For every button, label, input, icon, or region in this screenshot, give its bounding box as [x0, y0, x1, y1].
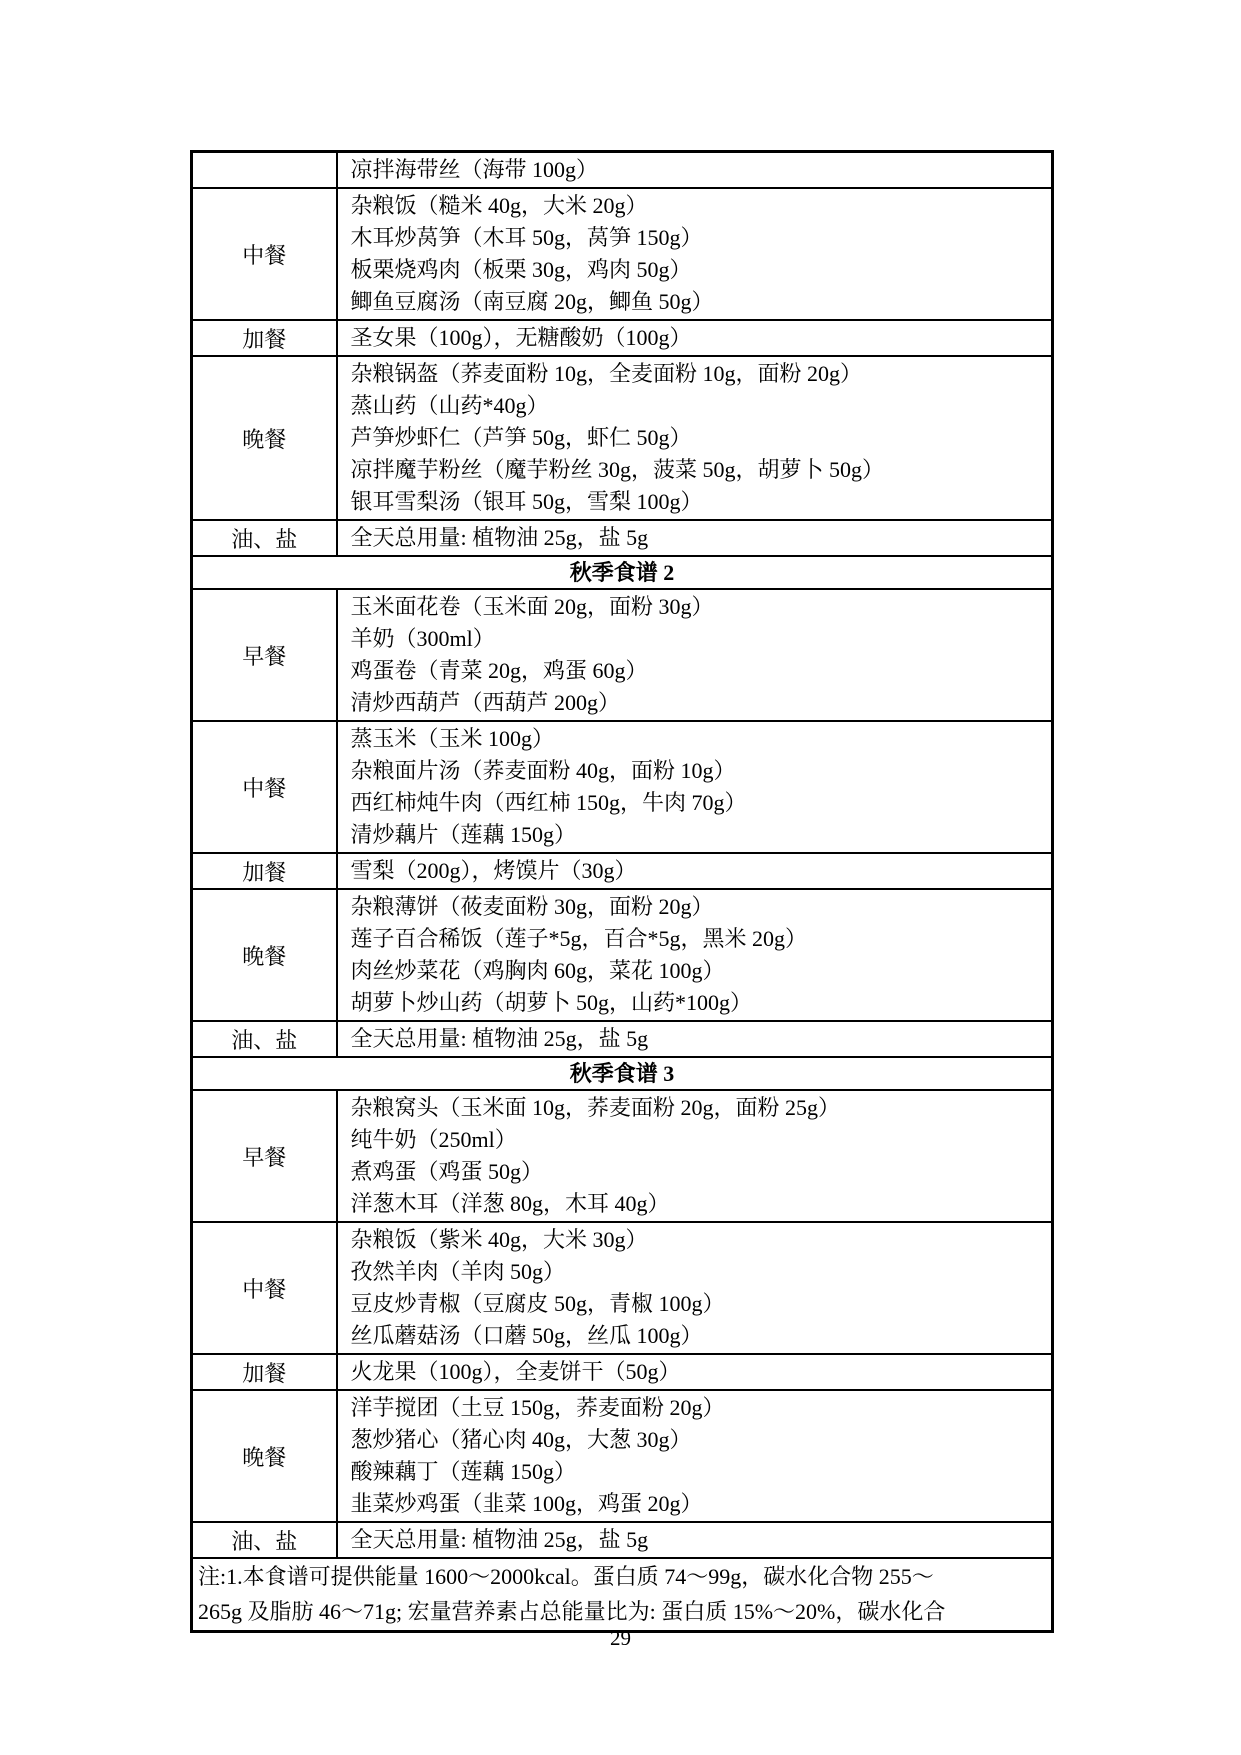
table-row — [192, 721, 1053, 853]
dish-line: 杂粮薄饼（莜麦面粉 30g，面粉 20g） — [350, 894, 714, 919]
dish-line: 杂粮饭（紫米 40g，大米 30g） — [350, 1227, 648, 1252]
section-header-title: 秋季食谱 2 — [192, 556, 1053, 589]
meal-dishes-cell — [337, 356, 1053, 520]
dish-line: 肉丝炒菜花（鸡胸肉 60g，菜花 100g） — [350, 958, 725, 983]
note-line: 注:1.本食谱可提供能量 1600～2000kcal。蛋白质 74～99g，碳水化合物 255～ — [198, 1564, 934, 1589]
meal-dishes-cell — [337, 320, 1053, 356]
note-line: 265g 及脂肪 46～71g; 宏量营养素占总能量比为: 蛋白质 15%～20%，碳水化合 — [198, 1599, 946, 1624]
meal-dishes-cell — [337, 1222, 1053, 1354]
section-header-row — [192, 1057, 1053, 1090]
dish-line: 杂粮饭（糙米 40g，大米 20g） — [350, 193, 648, 218]
dish-line: 火龙果（100g），全麦饼干（50g） — [350, 1359, 681, 1384]
dish-line: 蒸玉米（玉米 100g） — [350, 726, 555, 751]
meal-dishes-cell — [337, 1090, 1053, 1222]
dish-line: 胡萝卜炒山药（胡萝卜 50g，山药*100g） — [350, 990, 753, 1015]
dish-line: 酸辣藕丁（莲藕 150g） — [350, 1459, 577, 1484]
table-row — [192, 188, 1053, 320]
dish-line: 鸡蛋卷（青菜 20g，鸡蛋 60g） — [350, 658, 648, 683]
meal-label: 加餐 — [192, 853, 337, 889]
meal-plan-table — [190, 150, 1054, 1633]
table-row — [192, 1522, 1053, 1558]
dish-line: 洋葱木耳（洋葱 80g，木耳 40g） — [350, 1191, 670, 1216]
table-row — [192, 1090, 1053, 1222]
dish-line: 芦笋炒虾仁（芦笋 50g，虾仁 50g） — [350, 425, 692, 450]
meal-label: 加餐 — [192, 1354, 337, 1390]
table-row — [192, 1021, 1053, 1057]
dish-line: 孜然羊肉（羊肉 50g） — [350, 1259, 566, 1284]
meal-dishes-cell — [337, 721, 1053, 853]
meal-dishes-cell — [337, 889, 1053, 1021]
dish-line: 凉拌海带丝（海带 100g） — [350, 157, 599, 182]
section-header-row — [192, 556, 1053, 589]
dish-line: 全天总用量: 植物油 25g，盐 5g — [350, 525, 649, 550]
table-row — [192, 589, 1053, 721]
meal-dishes-cell — [337, 188, 1053, 320]
table-row — [192, 1390, 1053, 1522]
meal-dishes-cell — [337, 520, 1053, 556]
note-row — [192, 1558, 1053, 1632]
table-row — [192, 356, 1053, 520]
table-row — [192, 520, 1053, 556]
dish-line: 板栗烧鸡肉（板栗 30g，鸡肉 50g） — [350, 257, 692, 282]
meal-label: 中餐 — [192, 188, 337, 320]
dish-line: 凉拌魔芋粉丝（魔芋粉丝 30g，菠菜 50g，胡萝卜 50g） — [350, 457, 885, 482]
meal-label: 早餐 — [192, 589, 337, 721]
dish-line: 韭菜炒鸡蛋（韭菜 100g，鸡蛋 20g） — [350, 1491, 703, 1516]
dish-line: 鲫鱼豆腐汤（南豆腐 20g，鲫鱼 50g） — [350, 289, 714, 314]
meal-label: 中餐 — [192, 1222, 337, 1354]
meal-label: 晚餐 — [192, 356, 337, 520]
dish-line: 煮鸡蛋（鸡蛋 50g） — [350, 1159, 544, 1184]
meal-dishes-cell — [337, 1522, 1053, 1558]
meal-label: 晚餐 — [192, 889, 337, 1021]
meal-label: 加餐 — [192, 320, 337, 356]
dish-line: 杂粮窝头（玉米面 10g，荞麦面粉 20g，面粉 25g） — [350, 1095, 841, 1120]
dish-line: 玉米面花卷（玉米面 20g，面粉 30g） — [350, 594, 714, 619]
dish-line: 羊奶（300ml） — [350, 626, 495, 651]
dish-line: 雪梨（200g），烤馍片（30g） — [350, 858, 637, 883]
meal-label: 油、盐 — [192, 1522, 337, 1558]
table-row — [192, 152, 1053, 189]
dish-line: 莲子百合稀饭（莲子*5g，百合*5g，黑米 20g） — [350, 926, 808, 951]
dish-line: 木耳炒莴笋（木耳 50g，莴笋 150g） — [350, 225, 703, 250]
section-header-title: 秋季食谱 3 — [192, 1057, 1053, 1090]
dish-line: 丝瓜蘑菇汤（口蘑 50g，丝瓜 100g） — [350, 1323, 703, 1348]
dish-line: 杂粮面片汤（荞麦面粉 40g，面粉 10g） — [350, 758, 736, 783]
dish-line: 豆皮炒青椒（豆腐皮 50g，青椒 100g） — [350, 1291, 725, 1316]
dish-line: 银耳雪梨汤（银耳 50g，雪梨 100g） — [350, 489, 703, 514]
dish-line: 西红柿炖牛肉（西红柿 150g，牛肉 70g） — [350, 790, 747, 815]
dish-line: 清炒西葫芦（西葫芦 200g） — [350, 690, 621, 715]
meal-label: 早餐 — [192, 1090, 337, 1222]
dish-line: 全天总用量: 植物油 25g，盐 5g — [350, 1527, 649, 1552]
meal-dishes-cell — [337, 1354, 1053, 1390]
meal-label: 中餐 — [192, 721, 337, 853]
dish-line: 全天总用量: 植物油 25g，盐 5g — [350, 1026, 649, 1051]
meal-dishes-cell — [337, 152, 1053, 189]
dish-line: 蒸山药（山药*40g） — [350, 393, 549, 418]
meal-label: 晚餐 — [192, 1390, 337, 1522]
meal-dishes-cell — [337, 589, 1053, 721]
page-number: 29 — [610, 1626, 631, 1650]
table-row — [192, 853, 1053, 889]
dish-line: 洋芋搅团（土豆 150g，荞麦面粉 20g） — [350, 1395, 725, 1420]
dish-line: 圣女果（100g），无糖酸奶（100g） — [350, 325, 692, 350]
meal-dishes-cell — [337, 1021, 1053, 1057]
meal-label — [192, 152, 337, 189]
dish-line: 葱炒猪心（猪心肉 40g，大葱 30g） — [350, 1427, 692, 1452]
dish-line: 纯牛奶（250ml） — [350, 1127, 517, 1152]
table-row — [192, 320, 1053, 356]
table-row — [192, 1222, 1053, 1354]
table-row — [192, 889, 1053, 1021]
dish-line: 清炒藕片（莲藕 150g） — [350, 822, 577, 847]
dish-line: 杂粮锅盔（荞麦面粉 10g，全麦面粉 10g，面粉 20g） — [350, 361, 863, 386]
meal-label: 油、盐 — [192, 1021, 337, 1057]
meal-label: 油、盐 — [192, 520, 337, 556]
meal-dishes-cell — [337, 1390, 1053, 1522]
note-cell — [192, 1558, 1053, 1632]
table-row — [192, 1354, 1053, 1390]
meal-dishes-cell — [337, 853, 1053, 889]
